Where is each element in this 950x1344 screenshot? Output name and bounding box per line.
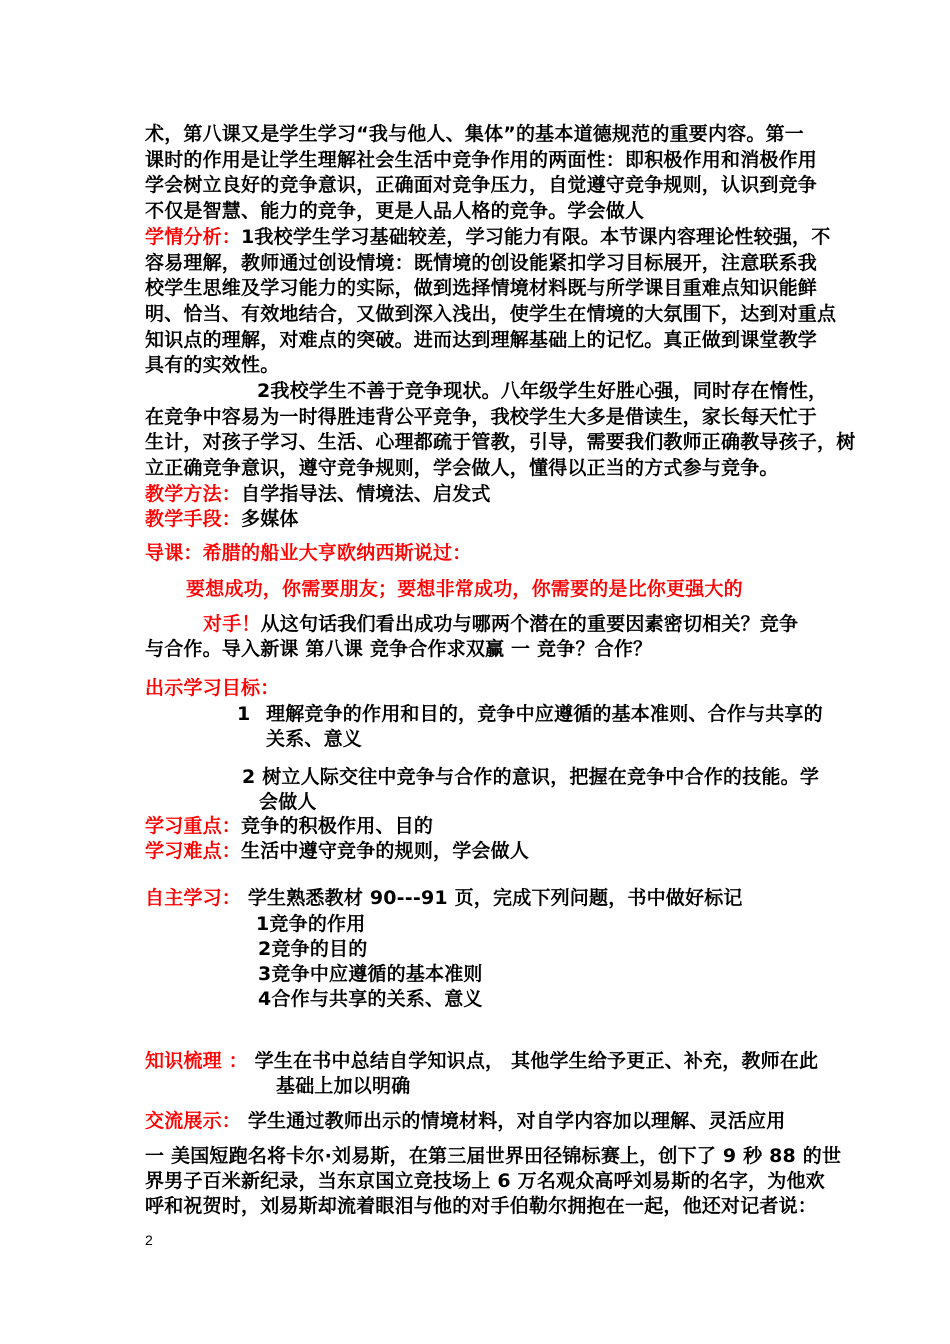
goal1-text-2: 关系、意义 xyxy=(266,728,363,750)
method-text: 自学指导法、情境法、启发式 xyxy=(241,483,491,505)
key-label: 学习重点： xyxy=(145,815,242,837)
xueqing-line xyxy=(145,224,830,250)
intro-label: 导课：希腊的船业大亨欧纳西斯说过： xyxy=(145,542,472,564)
paragraph-line: 校学生思维及学习能力的实际，做到选择情境材料既与所学课目重难点知识能鲜 xyxy=(145,277,818,299)
goals-label: 出示学习目标： xyxy=(145,677,280,699)
goal1-number: 1 xyxy=(237,703,251,725)
paragraph-line: 生计，对孩子学习、生活、心理都疏于管教，引导，需要我们教师正确教导孩子，树 xyxy=(145,431,856,453)
paragraph-line: 不仅是智慧、能力的竞争，更是人品人格的竞争。学会做人 xyxy=(145,200,645,222)
self-study-label: 自主学习： xyxy=(145,887,242,909)
story-line: 呼和祝贺时，刘易斯却流着眼泪与他的对手伯勒尔拥抱在一起，他还对记者说： xyxy=(145,1195,818,1217)
paragraph-line: 容易理解，教师通过创设情境：既情境的创设能紧扣学习目标展开，注意联系我 xyxy=(145,252,818,274)
means-line xyxy=(145,506,299,532)
difficulty-line xyxy=(145,838,529,864)
difficulty-text: 生活中遵守竞争的规则，学会做人 xyxy=(241,840,530,862)
self-study-line xyxy=(145,885,743,911)
paragraph-line: 具有的实效性。 xyxy=(145,354,280,376)
means-text: 多媒体 xyxy=(241,508,299,530)
intro-text: 从这句话我们看出成功与哪两个潜在的重要因素密切相关？竞争 xyxy=(260,613,799,635)
paragraph-line: 知识点的理解，对难点的突破。进而达到理解基础上的记忆。真正做到课堂教学 xyxy=(145,329,818,351)
knowledge-label: 知识梳理 ： xyxy=(145,1050,248,1072)
xueqing-text: 1我校学生学习基础较差，学习能力有限。本节课内容理论性较强，不 xyxy=(241,226,831,248)
goal1-text: 理解竞争的作用和目的，竞争中应遵循的基本准则、合作与共享的 xyxy=(266,703,823,725)
paragraph-line: 2我校学生不善于竞争现状。八年级学生好胜心强，同时存在惰性， xyxy=(257,380,828,402)
method-line xyxy=(145,481,491,507)
key-text: 竞争的积极作用、目的 xyxy=(241,815,434,837)
goal2-text-2: 会做人 xyxy=(259,791,317,813)
self-study-item: 4合作与共享的关系、意义 xyxy=(258,988,483,1010)
paragraph-line: 课时的作用是让学生理解社会生活中竞争作用的两面性：即积极作用和消极作用 xyxy=(145,149,818,171)
story-line: 一 美国短跑名将卡尔·刘易斯，在第三届世界田径锦标赛上，创下了 9 秒 88 的世 xyxy=(145,1145,842,1167)
page-number: 2 xyxy=(145,1232,153,1248)
exchange-text: 学生通过教师出示的情境材料，对自学内容加以理解、灵活应用 xyxy=(241,1110,786,1132)
exchange-label: 交流展示： xyxy=(145,1110,242,1132)
goal2-text: 2 树立人际交往中竞争与合作的意识，把握在竞争中合作的技能。学 xyxy=(242,766,820,788)
method-label: 教学方法： xyxy=(145,483,242,505)
knowledge-line xyxy=(145,1048,818,1074)
knowledge-text-2: 基础上加以明确 xyxy=(276,1075,411,1097)
paragraph-line: 明、恰当、有效地结合，又做到深入浅出，使学生在情境的大氛围下，达到对重点 xyxy=(145,303,837,325)
intro-line xyxy=(203,611,798,637)
quote-line: 要想成功，你需要朋友；要想非常成功，你需要的是比你更强大的 xyxy=(186,578,743,600)
self-study-text: 学生熟悉教材 90---91 页，完成下列问题，书中做好标记 xyxy=(241,887,743,909)
quote-end: 对手！ xyxy=(203,613,261,635)
self-study-item: 2竞争的目的 xyxy=(258,938,368,960)
means-label: 教学手段： xyxy=(145,508,242,530)
intro-text-2: 与合作。导入新课 第八课 竞争合作求双赢 一 竞争？合作？ xyxy=(145,638,653,660)
difficulty-label: 学习难点： xyxy=(145,840,242,862)
paragraph-line: 术，第八课又是学生学习“我与他人、集体”的基本道德规范的重要内容。第一 xyxy=(145,123,804,145)
paragraph-line: 学会树立良好的竞争意识，正确面对竞争压力，自觉遵守竞争规则，认识到竞争 xyxy=(145,174,818,196)
self-study-item: 3竞争中应遵循的基本准则 xyxy=(258,963,483,985)
paragraph-line: 在竞争中容易为一时得胜违背公平竞争，我校学生大多是借读生，家长每天忙于 xyxy=(145,406,818,428)
self-study-item: 1竞争的作用 xyxy=(256,913,366,935)
exchange-line xyxy=(145,1108,785,1134)
story-line: 界男子百米新纪录，当东京国立竞技场上 6 万名观众高呼刘易斯的名字，为他欢 xyxy=(145,1170,825,1192)
key-line xyxy=(145,813,433,839)
knowledge-text: 学生在书中总结自学知识点， 其他学生给予更正、补充，教师在此 xyxy=(247,1050,819,1072)
paragraph-line: 立正确竞争意识，遵守竞争规则，学会做人，懂得以正当的方式参与竞争。 xyxy=(145,457,779,479)
xueqing-label: 学情分析： xyxy=(145,226,242,248)
